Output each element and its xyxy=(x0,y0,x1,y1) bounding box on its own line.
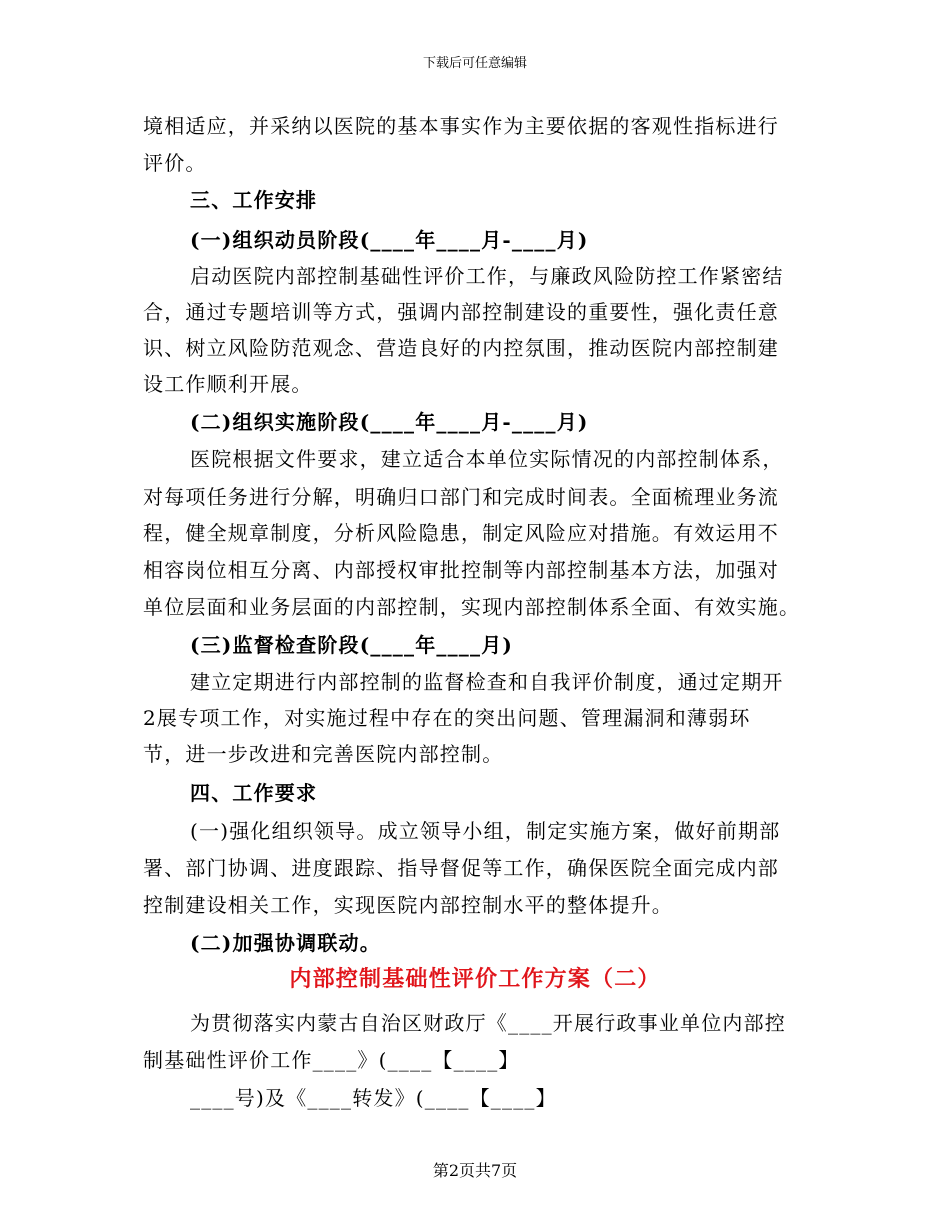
subsection-heading: (三)监督检查阶段(____年____月) xyxy=(190,633,514,657)
body-line: 境相适应，并采纳以医院的基本事实作为主要依据的客观性指标进行 xyxy=(143,114,779,138)
body-line: 评价。 xyxy=(143,151,207,175)
body-line: 建立定期进行内部控制的监督检查和自我评价制度，通过定期开 xyxy=(190,670,784,694)
body-line: 节，进一步改进和完善医院内部控制。 xyxy=(143,742,504,766)
body-line: 合，通过专题培训等方式，强调内部控制建设的重要性，强化责任意 xyxy=(143,300,779,324)
body-line: 程，健全规章制度，分析风险隐患，制定风险应对措施。有效运用不 xyxy=(143,521,779,545)
page-footer: 第2页共7页 xyxy=(432,1161,518,1180)
body-line: 制基础性评价工作____》(____【____】 xyxy=(143,1048,520,1072)
body-line: 单位层面和业务层面的内部控制，实现内部控制体系全面、有效实施。 xyxy=(143,595,801,619)
body-line: 对每项任务进行分解，明确归口部门和完成时间表。全面梳理业务流 xyxy=(143,485,779,509)
body-line: 署、部门协调、进度跟踪、指导督促等工作，确保医院全面完成内部 xyxy=(143,856,779,880)
section-heading: 三、工作安排 xyxy=(190,188,318,212)
section-heading: 四、工作要求 xyxy=(190,781,318,805)
document-title: 内部控制基础性评价工作方案（二） xyxy=(289,966,661,992)
body-line: ____号)及《____转发》(____【____】 xyxy=(190,1086,557,1110)
subsection-heading: (一)组织动员阶段(____年____月-____月) xyxy=(190,228,589,252)
subsection-heading: (二)组织实施阶段(____年____月-____月) xyxy=(190,410,589,434)
body-line: 为贯彻落实内蒙古自治区财政厅《____开展行政事业单位内部控 xyxy=(190,1011,786,1035)
body-line: 设工作顺利开展。 xyxy=(143,372,313,396)
body-line: 医院根据文件要求，建立适合本单位实际情况的内部控制体系， xyxy=(190,447,784,471)
body-line: 相容岗位相互分离、内部授权审批控制等内部控制基本方法，加强对 xyxy=(143,558,779,582)
subsection-heading: (二)加强协调联动。 xyxy=(190,931,381,955)
body-line: 启动医院内部控制基础性评价工作，与廉政风险防控工作紧密结 xyxy=(190,264,784,288)
body-line: 控制建设相关工作，实现医院内部控制水平的整体提升。 xyxy=(143,893,673,917)
page-header: 下载后可任意编辑 xyxy=(422,56,527,71)
body-line: 2展专项工作，对实施过程中存在的突出问题、管理漏洞和薄弱环 xyxy=(143,706,751,730)
body-line: (一)强化组织领导。成立领导小组，制定实施方案，做好前期部 xyxy=(190,819,781,843)
body-line: 识、树立风险防范观念、营造良好的内控氛围，推动医院内部控制建 xyxy=(143,336,779,360)
